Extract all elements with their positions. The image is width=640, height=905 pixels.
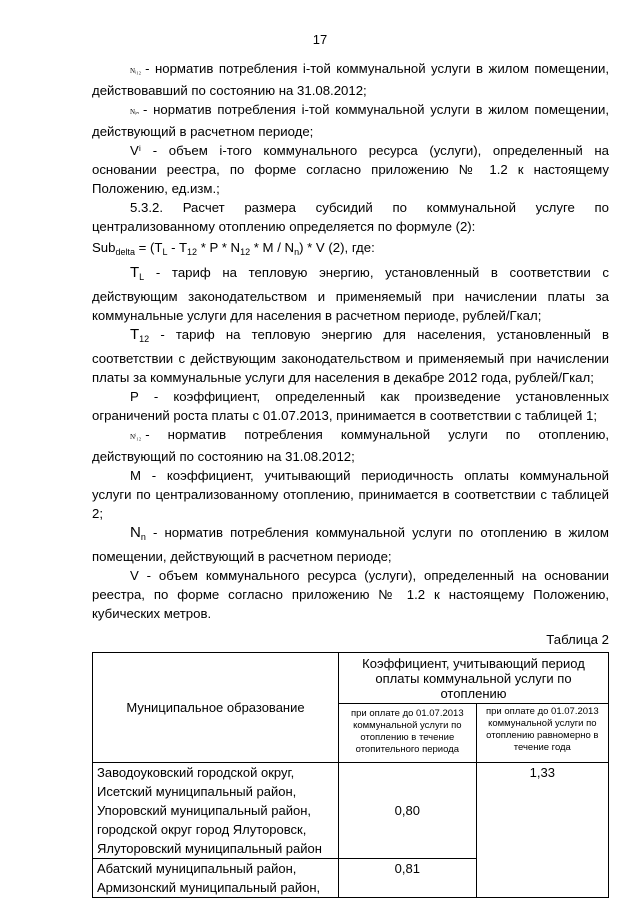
paragraph-norm-i-12: Nᵢ₁₂ - норматив потребления i-той коммунальной услуги в жилом помещении, действовавший по состоянию на 31.08.2012; — [92, 61, 609, 98]
norm-symbol: Nᵢ₁₂ — [130, 67, 142, 75]
formula-2: $Sub_{delta} = (T_L - T_{12} * P * N_{12} * M / N_n) * V$ (2), где: — [92, 240, 375, 257]
paragraph-nn: $N_n$ - норматив потребления коммунальной услуги по отоплению в жилом помещении, действующий в расчетном периоде; — [92, 524, 609, 564]
paragraph-t12: $T_{12}$ - тариф на тепловую энергию для населения, установленный в соответствии с действующим законодательством и применяемый при начислении платы за коммунальные услуги для населения в декабре 2012 года, рублей/Гкал; — [92, 326, 609, 385]
document-body — [92, 59, 609, 898]
value-heating-period: 0,81 — [339, 859, 477, 898]
municipality-cell: Заводоуковский городской округ, Исетский муниципальный район, Упоровский муниципальный район, городской округ город Ялуторовск, Ялуторовский муниципальный район — [93, 763, 339, 859]
page-number: 17 — [312, 32, 328, 47]
paragraph-n12: Nⁱ₁₂ - норматив потребления коммунальной услуги по отоплению, действующий по состоянию на 31.08.2012; — [92, 427, 609, 464]
municipality-cell: Абатский муниципальный район, Армизонский муниципальный район, — [93, 859, 339, 898]
coefficient-table — [92, 652, 609, 898]
header-coefficient-group: Коэффициент, учитывающий период оплаты коммунальной услуги по отоплению — [339, 653, 609, 704]
header-heating-period: при оплате до 01.07.2013 коммунальной услуги по отоплению в течение отопительного периода — [339, 704, 477, 763]
value-evenly-year: 1,33 — [476, 763, 608, 898]
value-heating-period: 0,80 — [339, 763, 477, 859]
paragraph-volume-i: Vⁱ - объем i-того коммунального ресурса (услуги), определенный на основании реестра, по форме согласно приложению № 1.2 к настоящему Положению, ед.изм.; — [92, 143, 609, 196]
norm-symbol: Nᵢₙ — [130, 108, 139, 116]
paragraph-tl: $T_L$ - тариф на тепловую энергию, установленный в соответствии с действующим законодательством и применяемый при начислении платы за коммунальные услуги для населения в расчетном периоде, рублей/Гкал; — [92, 264, 609, 323]
norm-symbol: Nⁱ₁₂ — [130, 433, 142, 441]
paragraph-volume: V - объем коммунального ресурса (услуги), определенный на основании реестра, по форме согласно приложению № 1.2 к настоящему Положению, кубических метров. — [92, 568, 609, 621]
table-row — [93, 763, 609, 859]
paragraph-norm-i-n: Nᵢₙ - норматив потребления i-той коммунальной услуги в жилом помещении, действующий в расчетном периоде; — [92, 102, 609, 139]
table-caption: Таблица 2 — [546, 632, 609, 647]
header-municipality: Муниципальное образование — [93, 653, 339, 763]
paragraph-5-3-2: 5.3.2. Расчет размера субсидий по коммунальной услуге по централизованному отоплению определяется по формуле (2): — [92, 200, 609, 234]
header-evenly-year: при оплате до 01.07.2013 коммунальной услуги по отоплению равномерно в течение года — [476, 704, 608, 763]
paragraph-p-coefficient: Р - коэффициент, определенный как произведение установленных ограничений роста платы с 01.07.2013, принимается в соответствии с таблицей 1; — [92, 389, 609, 423]
paragraph-m-coefficient: М - коэффициент, учитывающий периодичность оплаты коммунальной услуги по централизованному отоплению, принимается в соответствии с таблицей 2; — [92, 468, 609, 521]
